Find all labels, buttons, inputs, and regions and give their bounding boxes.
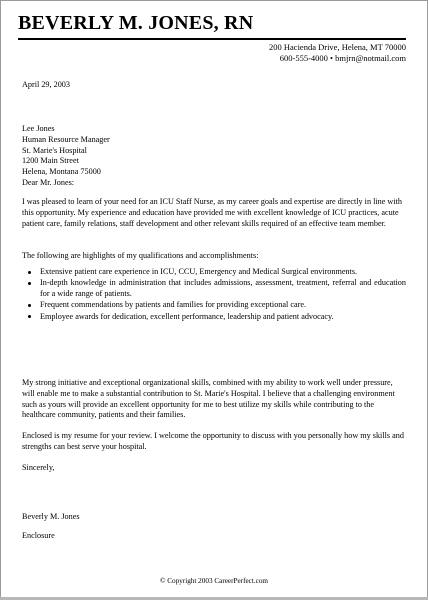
highlight-text: Extensive patient care experience in ICU, CCU, Emergency and Medical Surgical environments. [40,267,358,276]
applicant-name-text: BEVERLY M. JONES, RN [18,12,254,34]
list-item [22,312,406,323]
highlight-text: In-depth knowledge in administration that includes admissions, assessment, treatment, referral and education for a wide range of patients. [40,278,406,299]
list-item [22,278,406,300]
highlight-text: Employee awards for dedication, excellent performance, leadership and patient advocacy. [40,311,334,321]
header-rule [18,38,406,40]
highlight-text: Frequent commendations by patients and families for providing exceptional care. [40,300,307,310]
copyright-footer: © Copyright 2003 CareerPerfect.com [159,577,269,585]
letter-date: April 29, 2003 [22,80,70,89]
list-item [22,300,406,311]
bullet-icon [28,282,31,285]
middle-paragraph: My strong initiative and exceptional organizational skills, combined with my ability to work well under pressure, will enable me to make a substantial contribution to St. Marie's Hospital. I believe that a challenging environment such as yours will provide an excellent opportunity for me to best utilize my skills while contributing to the healthcare community, patients and their families. [22,378,395,420]
recipient-title: Human Resource Manager [22,134,110,144]
highlights-intro: The following are highlights of my qualifications and accomplishments: [22,251,259,260]
recipient-city: Helena, Montana 75000 [22,167,101,177]
contact-address: 200 Hacienda Drive, Helena, MT 70000 [269,42,406,52]
bullet-icon [28,304,31,307]
enclosure-note: Enclosure [22,531,55,540]
bullet-icon [28,271,31,274]
closing-paragraph: Enclosed is my resume for your review. I welcome the opportunity to discuss with you personally how my skills and strengths can best serve your hospital. [22,431,404,451]
closing-salutation: Sincerely, [22,463,55,472]
list-item [22,267,406,278]
recipient-name: Lee Jones [22,124,55,133]
bullet-icon [28,315,31,318]
signer-name: Beverly M. Jones [22,512,80,521]
recipient-street: 1200 Main Street [22,156,79,166]
applicant-name [18,12,253,35]
contact-phone-email: 600-555-4000 • bmjrn@notmail.com [279,52,406,63]
recipient-address [22,124,406,178]
recipient-company: St. Marie's Hospital [22,145,87,155]
salutation: Dear Mr. Jones: [22,178,75,187]
contact-block [269,42,406,63]
highlights-list [22,267,406,323]
opening-paragraph: I was pleased to learn of your need for an ICU Staff Nurse, as my career goals and expertise are directly in line with this opportunity. My experience and education have provided me with excellent knowledge of ICU practices, acute patient care, family relations, staff development and other relevant skills required of an effective team member. [22,197,402,228]
